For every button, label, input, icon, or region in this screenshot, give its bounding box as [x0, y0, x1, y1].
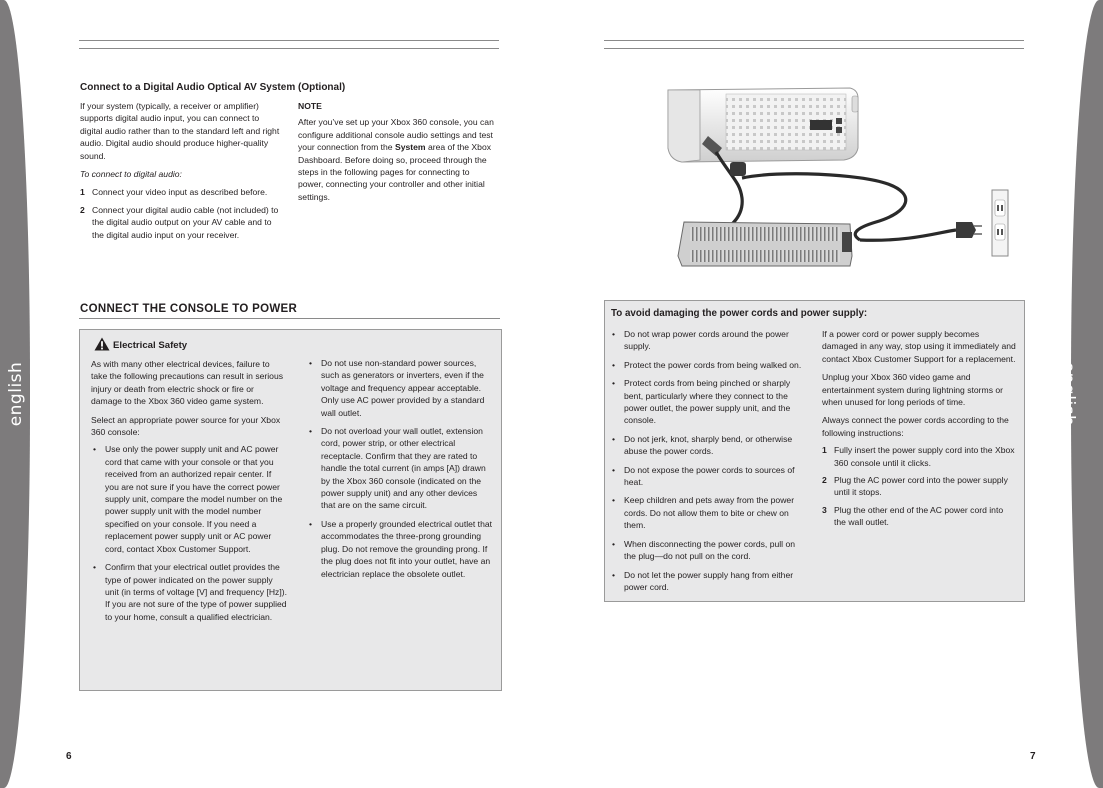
- power-cord-box: [604, 300, 1025, 602]
- digital-audio-intro: If your system (typically, a receiver or amplifier) supports digital audio input, you can connect to digital audio rather than to the standard left and right audio. Digital audio should produce higher-quality sound.: [80, 101, 280, 161]
- safety-right-column: [307, 357, 493, 586]
- right-side-label: english: [1058, 361, 1078, 427]
- safety-bullets-right: [307, 357, 493, 580]
- list-item: • Do not overload your wall outlet, extension cord, power strip, or other electrical receptacle. Confirm that they are rated to handle the total current (in amps [A]) drawn by the Xbox 360 console (indicated on the power supply unit) and any other devices that are on the same circuit.: [307, 425, 493, 512]
- list-item: • Keep children and pets away from the power cords. Do not allow them to bite or chew on them.: [610, 494, 808, 531]
- list-item: • Do not use non-standard power sources, such as generators or inverters, even if the voltage and frequency appear acceptable. Only use AC power provided by a standard wall outlet.: [307, 357, 493, 419]
- safety-left-column: [91, 358, 287, 629]
- cord-bullets: [610, 328, 808, 593]
- electrical-safety-title: Electrical Safety: [113, 340, 188, 351]
- digital-audio-column: [80, 100, 283, 246]
- cord-bullets-column: [610, 328, 808, 599]
- page-number-left: 6: [66, 751, 72, 762]
- power-section-title: CONNECT THE CONSOLE TO POWER: [80, 303, 298, 315]
- safety-para1: As with many other electrical devices, failure to take the following precautions can result in serious injury or death from electric shock or fire or damage to the Xbox 360 video game system.: [91, 359, 284, 407]
- power-section-rule: [79, 318, 500, 319]
- cord-para3: Always connect the power cords according to the following instructions:: [822, 415, 1009, 438]
- digital-audio-instruction: To connect to digital audio:: [80, 169, 182, 180]
- cord-text-column: [822, 328, 1016, 534]
- top-rule-right: [604, 40, 1024, 49]
- list-item: • When disconnecting the power cords, pull on the plug—do not pull on the cord.: [610, 538, 808, 563]
- cord-para2: Unplug your Xbox 360 video game and entertainment system during lightning storms or when unused for long periods of time.: [822, 372, 1004, 408]
- xbox-360-power-connection-illustration: [660, 82, 1020, 272]
- list-item: 1 Fully insert the power supply cord into the Xbox 360 console until it clicks.: [822, 445, 1015, 468]
- list-item: 3 Plug the other end of the AC power cord into the wall outlet.: [822, 504, 1004, 528]
- list-item: 2 Connect your digital audio cable (not included) to the digital audio output on your AV cable and to the digital audio input on your receiver.: [80, 204, 279, 240]
- list-item: • Do not expose the power cords to sources of heat.: [610, 464, 808, 489]
- note-column: [298, 100, 494, 203]
- digital-audio-steps: [80, 186, 283, 241]
- cord-para1: If a power cord or power supply becomes damaged in any way, stop using it immediately and contact Xbox Customer Support for a replacement.: [822, 329, 1016, 364]
- safety-para2: Select an appropriate power source for your Xbox 360 console:: [91, 414, 281, 438]
- list-item: • Protect cords from being pinched or sharply bent, particularly where they connect to the power outlet, the power supply unit, and the console.: [610, 377, 808, 427]
- list-item: • Do not let the power supply hang from either power cord.: [610, 569, 808, 594]
- list-item: 1 Connect your video input as described before.: [80, 187, 268, 198]
- list-item: • Confirm that your electrical outlet provides the type of power indicated on the power supply unit (in terms of voltage [V] and frequency [Hz]). If you are not sure of the type of power supplied to your home, consult a qualified electrician.: [91, 561, 287, 623]
- electrical-safety-box: [79, 329, 502, 691]
- list-item: 2 Plug the AC power cord into the power supply until it stops.: [822, 475, 1008, 498]
- power-cord-box-title: To avoid damaging the power cords and power supply:: [611, 308, 868, 319]
- list-item: • Use a properly grounded electrical outlet that accommodates the three-prong grounding plug. Do not remove the grounding prong. If the plug does not fit into your outlet, have an electrician replace the obsolete outlet.: [307, 518, 493, 580]
- digital-audio-title: Connect to a Digital Audio Optical AV System (Optional): [80, 82, 346, 93]
- page-number-right: 7: [1030, 751, 1036, 762]
- warning-triangle-icon: [94, 337, 110, 351]
- note-text: After you’ve set up your Xbox 360 console, you can configure additional console audio settings and test your connection from the System area of the Xbox Dashboard. Before doing so, proceed through the steps in the following pages for connecting to power, connecting your controller and other initial settings.: [298, 117, 494, 202]
- list-item: • Do not jerk, knot, sharply bend, or otherwise abuse the power cords.: [610, 433, 808, 458]
- left-side-label: english: [6, 361, 26, 427]
- list-item: • Protect the power cords from being walked on.: [610, 359, 808, 371]
- note-label: NOTE: [298, 101, 322, 111]
- list-item: • Use only the power supply unit and AC power cord that came with your console or that you received from an authorized repair center. If you are not sure if you have the correct power supply unit, compare the model number on the power supply unit with the model number specified on your console. If you need a replacement power supply unit or AC power cord, contact Xbox Customer Support.: [91, 443, 287, 555]
- cord-steps: [822, 444, 1016, 528]
- safety-bullets-left: [91, 443, 287, 623]
- top-rule-left: [79, 40, 499, 49]
- list-item: • Do not wrap power cords around the power supply.: [610, 328, 808, 353]
